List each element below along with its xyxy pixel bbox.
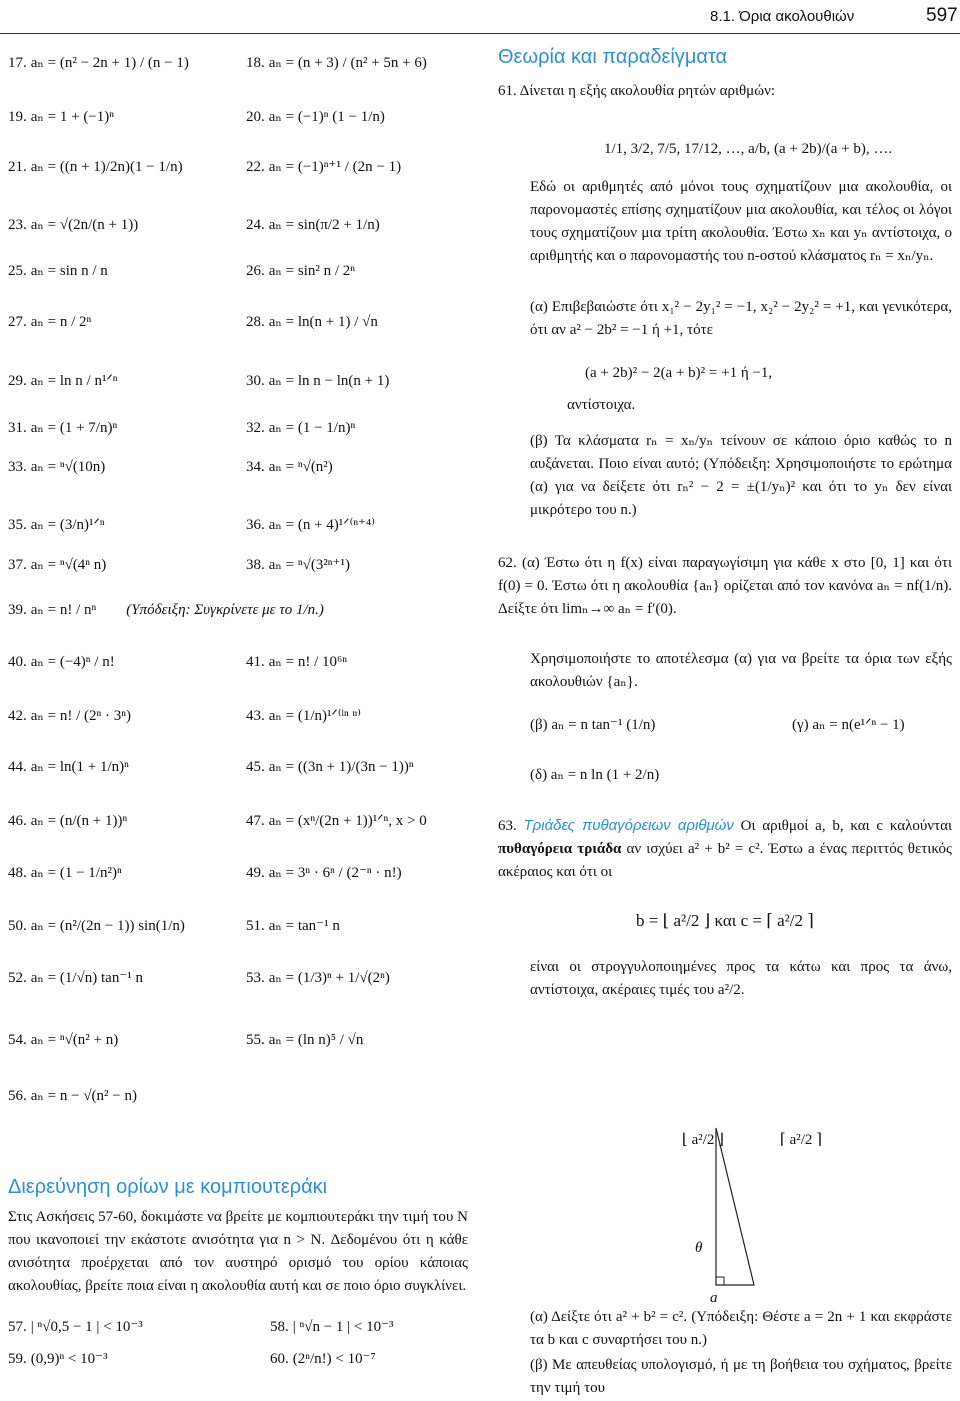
section-title: 8.1. Όρια ακολουθιών	[710, 8, 855, 25]
figure-label-b: ⌊ a²/2 ⌋	[682, 1132, 725, 1148]
exercise-expression: aₙ = (ln n)⁵ / √n	[268, 1032, 364, 1048]
exercise-expression: aₙ = (−1)ⁿ (1 − 1/n)	[268, 109, 385, 125]
exercise-expression: aₙ = (−4)ⁿ / n!	[30, 654, 115, 670]
triangle-figure	[680, 1120, 823, 1320]
exercise-expression: aₙ = 1 + (−1)ⁿ	[30, 109, 114, 125]
exercise-48: 48. aₙ = (1 − 1/n²)ⁿ	[8, 865, 122, 881]
problem-62-text: Χρησιμοποιήστε το αποτέλεσμα (α) για να βρείτε τα όρια των εξής ακολουθιών {aₙ}.	[530, 651, 952, 690]
problem-63-equation: b = ⌊ a²/2 ⌋ και c = ⌈ a²/2 ⌉	[636, 911, 814, 930]
problem-61-a: (α) Επιβεβαιώστε ότι x₁² − 2y₁² = −1, x₂² − 2y₂² = +1, και γενικότερα, ότι αν a² − 2b² = −1 ή +1, τότε	[530, 299, 952, 338]
exercise-expression: aₙ = ⁿ√(10n)	[30, 459, 106, 475]
exercise-expression: aₙ = (1/n)¹ᐟ⁽ˡⁿ ⁿ⁾	[268, 708, 361, 724]
exercise-26: 26. aₙ = sin² n / 2ⁿ	[246, 263, 355, 279]
exercise-51: 51. aₙ = tan⁻¹ n	[246, 918, 340, 934]
exercise-expression: aₙ = ((n + 1)/2n)(1 − 1/n)	[30, 159, 183, 175]
exercise-58: 58. | ⁿ√n − 1 | < 10⁻³	[270, 1319, 394, 1335]
exercise-17: 17. aₙ = (n² − 2n + 1) / (n − 1)	[8, 55, 189, 71]
problem-62-b: (β) aₙ = n tan⁻¹ (1/n)	[530, 717, 656, 733]
theory-title: Θεωρία και παραδείγματα	[498, 46, 728, 68]
exercise-expression: aₙ = n! / 10⁶ⁿ	[268, 654, 347, 670]
exercise-21: 21. aₙ = ((n + 1)/2n)(1 − 1/n)	[8, 159, 183, 175]
exercise-53: 53. aₙ = (1/3)ⁿ + 1/√(2ⁿ)	[246, 970, 390, 986]
exercise-expression: aₙ = n! / (2ⁿ · 3ⁿ)	[30, 708, 131, 724]
exercise-31: 31. aₙ = (1 + 7/n)ⁿ	[8, 420, 118, 436]
exercise-18: 18. aₙ = (n + 3) / (n² + 5n + 6)	[246, 55, 427, 71]
problem-63-a: (α) Δείξτε ότι a² + b² = c². (Υπόδειξη: Θέστε a = 2n + 1 και εκφράστε τα b και c συναρτήσει του n.)	[530, 1309, 952, 1348]
problem-63-b: (β) Με απευθείας υπολογισμό, ή με τη βοήθεια του σχήματος, βρείτε την τιμή του	[530, 1357, 952, 1396]
exercise-expression: aₙ = (1/3)ⁿ + 1/√(2ⁿ)	[268, 970, 390, 986]
exercise-20: 20. aₙ = (−1)ⁿ (1 − 1/n)	[246, 109, 385, 125]
exercise-47: 47. aₙ = (xⁿ/(2n + 1))¹ᐟⁿ, x > 0	[246, 813, 427, 829]
problem-61-b: (β) Τα κλάσματα rₙ = xₙ/yₙ τείνουν σε κάποιο όριο καθώς το n αυξάνεται. Ποιο είναι αυτό; (Υπόδειξη: Χρησιμοποιήστε το ερώτημα (α) για να δείξετε ότι rₙ² − 2 = ±(1/yₙ)² και ότι το yₙ δεν είναι μικρότερο του n.)	[530, 433, 952, 518]
exercise-32: 32. aₙ = (1 − 1/n)ⁿ	[246, 420, 356, 436]
exercise-expression: aₙ = sin n / n	[30, 263, 108, 279]
problem-63-text: 63. Τριάδες πυθαγόρειων αριθμών Οι αριθμοί a, b, και c καλούνται πυθαγόρεια τριάδα αν ισχύει a² + b² = c². Έστω a ένας περιττός θετικός ακέραιος και ότι οι	[498, 817, 953, 880]
exercise-43: 43. aₙ = (1/n)¹ᐟ⁽ˡⁿ ⁿ⁾	[246, 708, 361, 724]
exercise-49: 49. aₙ = 3ⁿ · 6ⁿ / (2⁻ⁿ · n!)	[246, 865, 402, 881]
exercise-expression: aₙ = ln(1 + 1/n)ⁿ	[30, 759, 129, 775]
figure-label-a: a	[710, 1290, 718, 1306]
exercise-45: 45. aₙ = ((3n + 1)/(3n − 1))ⁿ	[246, 759, 414, 775]
problem-61-text: Εδώ οι αριθμητές από μόνοι τους σχηματίζουν μια ακολουθία, οι παρονομαστές επίσης σχηματίζουν μια ακολουθία, και τέλος οι λόγοι τους σχηματίζουν μια τρίτη ακολουθία. Έστω xₙ και yₙ αντίστοιχα, ο αριθμητής και ο παρονομαστής του n-οστού κλάσματος rₙ = xₙ/yₙ.	[530, 179, 952, 264]
exercise-expression: aₙ = ⁿ√(n²)	[268, 459, 333, 475]
exercise-25: 25. aₙ = sin n / n	[8, 263, 108, 279]
figure-theta: θ	[695, 1240, 703, 1256]
computer-section-text: Στις Ασκήσεις 57-60, δοκιμάστε να βρείτε με κομπιουτεράκι την τιμή του N που ικανοποιεί την εκάστοτε ανισότητα για n > N. Δεδομένου ότι η κάθε ανισότητα προέρχεται από τον αυστηρό ορισμό του ορίου κάποιας ακολουθίας, βρείτε ποια είναι η ακολουθία αυτή και σε ποιο όριο συγκλίνει.	[8, 1209, 468, 1294]
exercise-19: 19. aₙ = 1 + (−1)ⁿ	[8, 109, 114, 125]
exercise-expression: aₙ = (1 − 1/n²)ⁿ	[30, 865, 122, 881]
exercise-expression: aₙ = (n²/(2n − 1)) sin(1/n)	[30, 918, 185, 934]
exercise-44: 44. aₙ = ln(1 + 1/n)ⁿ	[8, 759, 129, 775]
exercise-expression: aₙ = n! / nⁿ	[30, 602, 97, 618]
exercise-38: 38. aₙ = ⁿ√(3²ⁿ⁺¹)	[246, 557, 350, 573]
exercise-34: 34. aₙ = ⁿ√(n²)	[246, 459, 333, 475]
exercise-expression: aₙ = (1 − 1/n)ⁿ	[268, 420, 356, 436]
exercise-expression: aₙ = (1 + 7/n)ⁿ	[30, 420, 118, 436]
exercise-expression: aₙ = sin² n / 2ⁿ	[268, 263, 355, 279]
exercise-expression: aₙ = ln n / n¹ᐟⁿ	[30, 373, 118, 389]
pythagorean-label: Τριάδες πυθαγόρειων αριθμών	[523, 817, 734, 834]
problem-61-intro: 61. Δίνεται η εξής ακολουθία ρητών αριθμών:	[498, 83, 776, 99]
exercise-expression: aₙ = (1/√n) tan⁻¹ n	[30, 970, 143, 986]
exercise-30: 30. aₙ = ln n − ln(n + 1)	[246, 373, 390, 389]
exercise-28: 28. aₙ = ln(n + 1) / √n	[246, 314, 378, 330]
problem-61-a-end: αντίστοιχα.	[567, 397, 636, 413]
exercise-expression: aₙ = 3ⁿ · 6ⁿ / (2⁻ⁿ · n!)	[268, 865, 402, 881]
problem-63-text3: είναι οι στρογγυλοποιημένες προς τα κάτω και προς τα άνω, αντίστοιχα, ακέραιες τιμές του a²/2.	[530, 959, 952, 998]
exercise-expression: aₙ = sin(π/2 + 1/n)	[268, 217, 380, 233]
exercise-33: 33. aₙ = ⁿ√(10n)	[8, 459, 106, 475]
exercise-52: 52. aₙ = (1/√n) tan⁻¹ n	[8, 970, 143, 986]
exercise-expression: aₙ = (n² − 2n + 1) / (n − 1)	[30, 55, 189, 71]
exercise-expression: aₙ = (n + 3) / (n² + 5n + 6)	[268, 55, 427, 71]
exercise-expression: aₙ = ((3n + 1)/(3n − 1))ⁿ	[268, 759, 414, 775]
exercise-50: 50. aₙ = (n²/(2n − 1)) sin(1/n)	[8, 918, 185, 934]
page-number: 597	[926, 5, 958, 26]
exercise-24: 24. aₙ = sin(π/2 + 1/n)	[246, 217, 380, 233]
computer-section-title: Διερεύνηση ορίων με κομπιουτεράκι	[8, 1176, 328, 1198]
exercise-expression: aₙ = (n + 4)¹ᐟ⁽ⁿ⁺⁴⁾	[268, 517, 375, 533]
exercise-expression: aₙ = n − √(n² − n)	[30, 1088, 137, 1104]
right-angle-mark	[716, 1277, 724, 1285]
exercise-23: 23. aₙ = √(2n/(n + 1))	[8, 217, 139, 233]
exercise-expression: aₙ = ⁿ√(n² + n)	[30, 1032, 119, 1048]
exercise-35: 35. aₙ = (3/n)¹ᐟⁿ	[8, 517, 105, 533]
exercise-expression: aₙ = √(2n/(n + 1))	[30, 217, 139, 233]
figure-label-c: ⌈ a²/2 ⌉	[780, 1132, 823, 1148]
exercise-expression: aₙ = ln n − ln(n + 1)	[268, 373, 390, 389]
exercise-expression: aₙ = ⁿ√(3²ⁿ⁺¹)	[268, 557, 350, 573]
exercise-40: 40. aₙ = (−4)ⁿ / n!	[8, 654, 115, 670]
problem-61-sequence: 1/1, 3/2, 7/5, 17/12, …, a/b, (a + 2b)/(a + b), ….	[604, 141, 893, 157]
exercise-27: 27. aₙ = n / 2ⁿ	[8, 314, 92, 330]
exercise-expression: aₙ = (xⁿ/(2n + 1))¹ᐟⁿ, x > 0	[268, 813, 427, 829]
exercise-hint: (Υπόδειξη: Συγκρίνετε με το 1/n.)	[126, 602, 324, 618]
exercise-42: 42. aₙ = n! / (2ⁿ · 3ⁿ)	[8, 708, 131, 724]
exercise-55: 55. aₙ = (ln n)⁵ / √n	[246, 1032, 364, 1048]
exercise-41: 41. aₙ = n! / 10⁶ⁿ	[246, 654, 347, 670]
problem-62-c: (γ) aₙ = n(e¹ᐟⁿ − 1)	[792, 717, 905, 733]
exercise-37: 37. aₙ = ⁿ√(4ⁿ n)	[8, 557, 107, 573]
exercise-expression: aₙ = n / 2ⁿ	[30, 314, 92, 330]
exercise-expression: aₙ = tan⁻¹ n	[268, 918, 340, 934]
exercise-60: 60. (2ⁿ/n!) < 10⁻⁷	[270, 1351, 376, 1367]
exercise-expression: aₙ = ⁿ√(4ⁿ n)	[30, 557, 107, 573]
exercise-56: 56. aₙ = n − √(n² − n)	[8, 1088, 137, 1104]
page-header	[0, 0, 960, 36]
problem-62-d: (δ) aₙ = n ln (1 + 2/n)	[530, 767, 660, 783]
problem-61-a-equation: (a + 2b)² − 2(a + b)² = +1 ή −1,	[585, 365, 773, 381]
header-rule	[0, 33, 960, 34]
exercise-expression: aₙ = (3/n)¹ᐟⁿ	[30, 517, 105, 533]
exercise-expression: aₙ = (n/(n + 1))ⁿ	[30, 813, 128, 829]
exercise-39: 39. aₙ = n! / nⁿ (Υπόδειξη: Συγκρίνετε με το 1/n.)	[8, 602, 324, 618]
exercise-46: 46. aₙ = (n/(n + 1))ⁿ	[8, 813, 128, 829]
exercise-expression: aₙ = ln(n + 1) / √n	[268, 314, 378, 330]
exercise-expression: aₙ = (−1)ⁿ⁺¹ / (2n − 1)	[268, 159, 402, 175]
exercise-59: 59. (0,9)ⁿ < 10⁻³	[8, 1351, 108, 1367]
triangle-shape	[716, 1128, 754, 1285]
exercise-36: 36. aₙ = (n + 4)¹ᐟ⁽ⁿ⁺⁴⁾	[246, 517, 375, 533]
exercise-29: 29. aₙ = ln n / n¹ᐟⁿ	[8, 373, 118, 389]
exercise-57: 57. | ⁿ√0,5 − 1 | < 10⁻³	[8, 1319, 143, 1335]
exercise-22: 22. aₙ = (−1)ⁿ⁺¹ / (2n − 1)	[246, 159, 402, 175]
problem-62-a: 62. (α) Έστω ότι η f(x) είναι παραγωγίσιμη για κάθε x στο [0, 1] και ότι f(0) = 0. Έστω ότι η ακολουθία {aₙ} ορίζεται από τον κανόνα aₙ = nf(1/n). Δείξτε ότι limₙ→∞ aₙ = f′(0).	[498, 555, 952, 617]
exercise-54: 54. aₙ = ⁿ√(n² + n)	[8, 1032, 119, 1048]
